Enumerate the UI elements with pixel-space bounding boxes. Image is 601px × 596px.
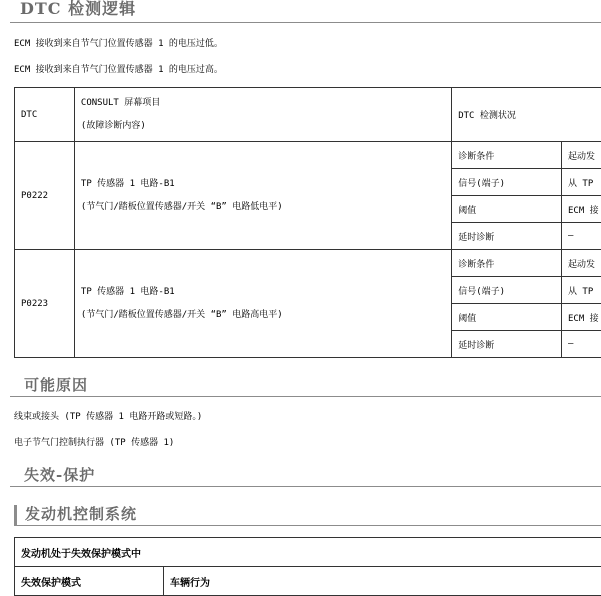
condition-label: 信号(端子) <box>452 277 562 304</box>
consult-item-name: TP 传感器 1 电路-B1 <box>81 173 445 196</box>
condition-value: — <box>562 223 601 250</box>
table-header-row <box>15 88 601 142</box>
condition-value: 从 TP <box>562 169 601 196</box>
table-row <box>15 142 601 169</box>
cause-actuator: 电子节气门控制执行器 (TP 传感器 1) <box>14 437 174 449</box>
table-row <box>15 538 601 567</box>
section-heading-fail-safe: 失效-保护 <box>10 466 601 487</box>
dtc-code: P0223 <box>15 250 75 358</box>
fail-safe-col-mode: 失效保护模式 <box>15 567 164 596</box>
detection-line-high: ECM 接收到来自节气门位置传感器 1 的电压过高。 <box>14 64 223 76</box>
section-heading-possible-causes: 可能原因 <box>10 376 601 397</box>
condition-label: 诊断条件 <box>452 250 562 277</box>
header-dtc: DTC <box>15 88 75 142</box>
header-status: DTC 检测状况 <box>452 88 601 142</box>
header-consult-line1: CONSULT 屏幕项目 <box>81 92 445 115</box>
consult-item-desc: (节气门/踏板位置传感器/开关 “B” 电路低电平) <box>81 196 445 219</box>
consult-item-desc: (节气门/踏板位置传感器/开关 “B” 电路高电平) <box>81 304 445 327</box>
header-consult-line2: (故障诊断内容) <box>81 115 445 138</box>
condition-value: 起动发 <box>562 142 601 169</box>
condition-value: 起动发 <box>562 250 601 277</box>
dtc-code: P0222 <box>15 142 75 250</box>
condition-label: 信号(端子) <box>452 169 562 196</box>
condition-value: ECM 接 <box>562 196 601 223</box>
condition-label: 延时诊断 <box>452 223 562 250</box>
section-heading-engine-control: 发动机控制系统 <box>14 505 601 526</box>
fail-safe-title: 发动机处于失效保护模式中 <box>15 538 601 567</box>
consult-item <box>74 250 451 358</box>
condition-value: 从 TP <box>562 277 601 304</box>
header-consult <box>74 88 451 142</box>
table-row <box>15 567 601 596</box>
consult-item-name: TP 传感器 1 电路-B1 <box>81 281 445 304</box>
section-heading-detection-logic: DTC 检测逻辑 <box>10 0 601 23</box>
fail-safe-col-behavior: 车辆行为 <box>164 567 601 596</box>
dtc-table <box>14 87 601 358</box>
detection-line-low: ECM 接收到来自节气门位置传感器 1 的电压过低。 <box>14 38 223 50</box>
consult-item <box>74 142 451 250</box>
condition-label: 诊断条件 <box>452 142 562 169</box>
condition-value: — <box>562 331 601 358</box>
cause-harness: 线束或接头 (TP 传感器 1 电路开路或短路。) <box>14 411 202 423</box>
condition-label: 阈值 <box>452 304 562 331</box>
condition-label: 延时诊断 <box>452 331 562 358</box>
fail-safe-table <box>14 537 601 596</box>
condition-label: 阈值 <box>452 196 562 223</box>
condition-value: ECM 接 <box>562 304 601 331</box>
table-row <box>15 250 601 277</box>
